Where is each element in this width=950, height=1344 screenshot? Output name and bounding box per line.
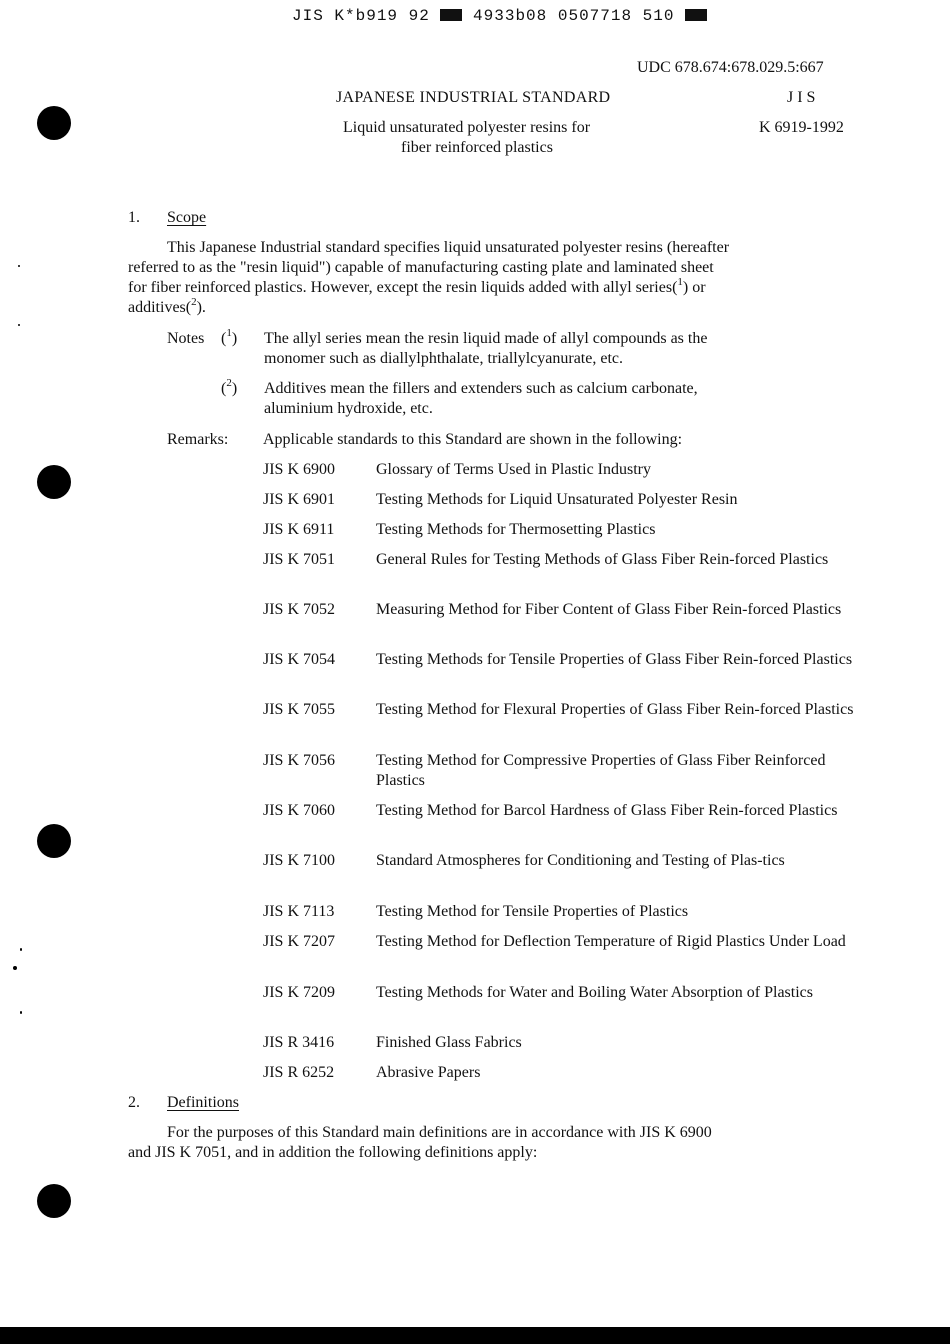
- note1-line2: monomer such as diallylphthalate, triallylcyanurate, etc.: [264, 350, 623, 367]
- section2-number: 2.: [128, 1094, 140, 1111]
- reference-code: JIS K 7207: [263, 933, 336, 950]
- binding-hole: [37, 824, 71, 858]
- header-code-part2: 4933b08 0507718 510: [473, 7, 675, 25]
- reference-code: JIS K 7113: [263, 903, 335, 920]
- standard-title: JAPANESE INDUSTRIAL STANDARD: [336, 89, 611, 106]
- scan-speck: [18, 265, 20, 267]
- reference-code: JIS K 7055: [263, 701, 336, 718]
- note2-line1: Additives mean the fillers and extenders such as calcium carbonate,: [264, 380, 698, 397]
- reference-code: JIS K 6901: [263, 491, 336, 508]
- reference-title: Standard Atmospheres for Conditioning and Testing of Plas-tics: [376, 852, 785, 869]
- reference-code: JIS K 7056: [263, 752, 336, 769]
- doc-title-line2: fiber reinforced plastics: [401, 139, 553, 156]
- notes-label: Notes: [167, 330, 205, 347]
- reference-code: JIS K 7100: [263, 852, 336, 869]
- section1-title: Scope: [167, 209, 207, 226]
- scan-speck: [20, 1011, 22, 1014]
- note2-line2: aluminium hydroxide, etc.: [264, 400, 433, 417]
- reference-title: Testing Methods for Thermosetting Plastics: [376, 521, 656, 538]
- binding-hole: [37, 465, 71, 499]
- reference-title: Testing Methods for Tensile Properties of Glass Fiber Rein-forced Plastics: [376, 651, 853, 668]
- reference-title: Glossary of Terms Used in Plastic Industry: [376, 461, 651, 478]
- header-block-mark: [440, 9, 462, 21]
- scan-bottom-edge: [0, 1327, 950, 1344]
- doc-number: K 6919-1992: [759, 119, 844, 136]
- section1-para-line1: This Japanese Industrial standard specifies liquid unsaturated polyester resins (hereafter: [167, 239, 730, 256]
- section1-para-line2: referred to as the "resin liquid") capable of manufacturing casting plate and laminated sheet: [128, 259, 714, 276]
- reference-title: Testing Methods for Water and Boiling Water Absorption of Plastics: [376, 984, 813, 1001]
- scan-speck: [18, 324, 20, 326]
- udc-number: UDC 678.674:678.029.5:667: [637, 59, 824, 76]
- binding-hole: [37, 1184, 71, 1218]
- header-code-part1: JIS K*b919 92: [292, 7, 430, 25]
- reference-code: JIS K 6900: [263, 461, 336, 478]
- reference-title: Testing Methods for Liquid Unsaturated Polyester Resin: [376, 491, 738, 508]
- section1-para-line3: for fiber reinforced plastics. However, except the resin liquids added with allyl series($^1$) or: [128, 275, 706, 296]
- reference-code: JIS K 7051: [263, 551, 336, 568]
- remarks-text: Applicable standards to this Standard are shown in the following:: [263, 431, 683, 448]
- header-block-mark: [685, 9, 707, 21]
- reference-code: JIS K 7060: [263, 802, 336, 819]
- remarks-label: Remarks:: [167, 431, 229, 448]
- document-barcode-header: [292, 6, 707, 26]
- reference-title: Testing Method for Deflection Temperature of Rigid Plastics Under Load: [376, 933, 846, 950]
- reference-code: JIS K 7054: [263, 651, 336, 668]
- reference-title: Testing Method for Barcol Hardness of Glass Fiber Rein-forced Plastics: [376, 802, 838, 819]
- doc-title-line1: Liquid unsaturated polyester resins for: [343, 119, 591, 136]
- reference-title: Testing Method for Compressive Properties of Glass Fiber Reinforced Plastics: [376, 752, 826, 789]
- note1-marker: ($^1$): [221, 326, 238, 347]
- reference-title: Testing Method for Tensile Properties of Plastics: [376, 903, 689, 920]
- section1-para-line4: additives($^2$).: [128, 295, 206, 316]
- reference-title: Testing Method for Flexural Properties of Glass Fiber Rein-forced Plastics: [376, 701, 854, 718]
- reference-code: JIS R 6252: [263, 1064, 335, 1081]
- note2-marker: ($^2$): [221, 376, 238, 397]
- reference-code: JIS K 7052: [263, 601, 336, 618]
- section2-para-line1: For the purposes of this Standard main definitions are in accordance with JIS K 6900: [167, 1124, 712, 1141]
- reference-code: JIS R 3416: [263, 1034, 335, 1051]
- section2-para-line2: and JIS K 7051, and in addition the following definitions apply:: [128, 1144, 538, 1161]
- reference-title: Finished Glass Fabrics: [376, 1034, 522, 1051]
- reference-title: General Rules for Testing Methods of Glass Fiber Rein-forced Plastics: [376, 551, 829, 568]
- section1-number: 1.: [128, 209, 140, 226]
- scan-speck: [13, 966, 17, 970]
- binding-hole: [37, 106, 71, 140]
- reference-code: JIS K 7209: [263, 984, 336, 1001]
- section2-title: Definitions: [167, 1094, 239, 1111]
- note1-line1: The allyl series mean the resin liquid made of allyl compounds as the: [264, 330, 708, 347]
- reference-title: Measuring Method for Fiber Content of Glass Fiber Rein-forced Plastics: [376, 601, 842, 618]
- reference-title: Abrasive Papers: [376, 1064, 481, 1081]
- jis-mark: J I S: [787, 89, 816, 106]
- reference-code: JIS K 6911: [263, 521, 335, 538]
- scan-speck: [20, 948, 22, 951]
